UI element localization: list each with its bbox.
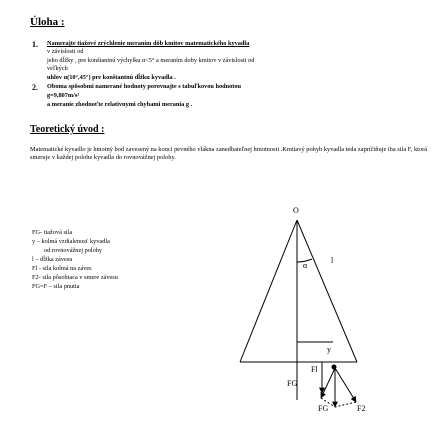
f2-label: F2 <box>357 404 366 413</box>
fg-bottom-label: FG <box>318 404 329 413</box>
alpha-arc <box>297 259 312 262</box>
f1-label: Fl <box>311 365 318 374</box>
task-2-line-1: Oboma spôsobmi namerané hodnoty porovnajte s tabuľkovou hodnotou <box>47 83 242 90</box>
legend-line-fg-f: FG=F – sila pnutia <box>32 283 80 290</box>
theory-heading: Teoretický úvod : <box>30 124 105 135</box>
y-label: y <box>327 345 331 354</box>
pendulum-bob <box>332 365 337 370</box>
legend-line-l: l – dĺžka závesu <box>32 256 73 263</box>
task-2-number: 2. <box>32 83 38 92</box>
string-right <box>297 220 357 362</box>
task-1-line-4: veľkých <box>47 65 68 72</box>
task-1-line-1: Namerajte tiažové zrýchlenie meraním dôb kmitov matematického kyvadla <box>47 40 250 47</box>
pivot-label: O <box>293 206 299 215</box>
theory-paragraph: Matematické kyvadlo je hmotný bod zavesený na konci pevného vlákna zanedbateľnej hmotnosti .Kmitavý pohyb kyvadla teda zapríčiňuje iba sila F, ktorá smeruje v každej polohe kyvadla do rovnovážnej polohy. <box>30 146 428 162</box>
legend-line-y-cont: od rovnovážnej polohy <box>44 247 103 254</box>
task-1-line-3: jeho dĺžky , pre konštantnú výchylku α<5° a meraním doby kmitov v závislosti od <box>47 57 255 64</box>
legend-line-fg: FG- tiažová sila <box>32 229 73 236</box>
legend-line-f2: F2- sila pôsobiaca v smere závesu <box>32 274 118 281</box>
legend-line-f1: Fl - sila kolmá na záves <box>32 265 92 272</box>
task-2-line-2: g=9,807m/s² <box>47 92 80 99</box>
string-left <box>240 220 297 362</box>
f1-arrow <box>321 368 335 398</box>
fg-left-label: FG <box>287 379 298 388</box>
task-1-line-5: uhlov α(10°,45°) pre konštantnú dĺžku kyvadla . <box>47 74 176 81</box>
legend-line-y: y – kolmá vzdialenosť kyvadla <box>32 238 110 245</box>
task-1-line-2: v závislosti od <box>47 48 84 55</box>
f2-arrow <box>335 368 356 402</box>
alpha-label: α <box>303 261 308 270</box>
parallelogram-right <box>335 402 356 407</box>
length-label: l <box>331 256 334 265</box>
task-2-line-3: a meranie zhodnoťte relatívnymi chybami merania g . <box>47 101 193 108</box>
parallelogram-left <box>321 398 335 407</box>
task-1-number: 1. <box>32 40 38 49</box>
task-heading: Úloha : <box>30 16 65 28</box>
